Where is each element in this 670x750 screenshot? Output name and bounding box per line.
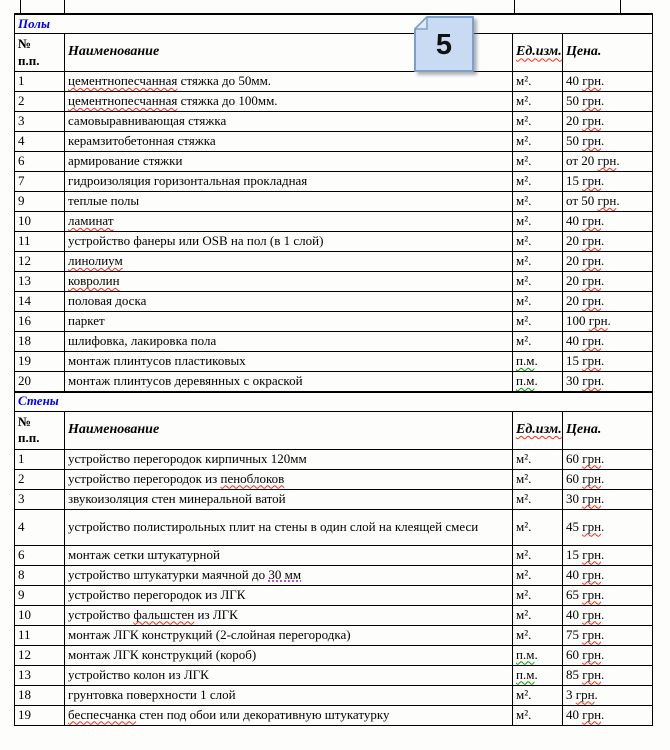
row-price: 75 грн. (563, 625, 653, 645)
row-price: 15 грн. (563, 172, 653, 192)
row-unit: м². (513, 332, 563, 352)
row-price: 15 грн. (563, 352, 653, 372)
table-row (15, 625, 653, 645)
fragment-divider (64, 0, 65, 13)
row-price: 20 грн. (563, 292, 653, 312)
section-title: Полы (15, 14, 653, 34)
row-unit: м². (513, 132, 563, 152)
table-row (15, 132, 653, 152)
row-name: устройство перегородок из ЛГК (65, 585, 513, 605)
row-num: 19 (15, 705, 65, 725)
price-table (14, 13, 653, 726)
row-num: 4 (15, 132, 65, 152)
row-name: устройство полистирольных плит на стены в один слой на клеящей смеси (65, 509, 513, 545)
row-name: ковролин (65, 272, 513, 292)
row-unit: м². (513, 152, 563, 172)
table-row (15, 685, 653, 705)
row-price: 40 грн. (563, 72, 653, 92)
row-num: 9 (15, 192, 65, 212)
row-price: 20 грн. (563, 272, 653, 292)
row-price: от 50 грн. (563, 192, 653, 212)
row-price: 60 грн. (563, 449, 653, 469)
row-name: линолиум (65, 252, 513, 272)
row-price: 20 грн. (563, 252, 653, 272)
row-name: звукоизоляция стен минеральной ватой (65, 489, 513, 509)
section-row (15, 392, 653, 412)
row-unit: м². (513, 685, 563, 705)
row-name: самовыравнивающая стяжка (65, 112, 513, 132)
table-row (15, 665, 653, 685)
row-name: цементнопесчанная стяжка до 50мм. (65, 72, 513, 92)
row-price: 20 грн. (563, 232, 653, 252)
row-name: ламинат (65, 212, 513, 232)
row-unit: м². (513, 605, 563, 625)
row-num: 19 (15, 352, 65, 372)
row-unit: м². (513, 489, 563, 509)
table-row (15, 232, 653, 252)
row-unit: м². (513, 312, 563, 332)
row-price: 45 грн. (563, 509, 653, 545)
table-row (15, 292, 653, 312)
row-num: 12 (15, 252, 65, 272)
row-num: 6 (15, 545, 65, 565)
row-num: 11 (15, 625, 65, 645)
row-price: от 20 грн. (563, 152, 653, 172)
row-num: 11 (15, 232, 65, 252)
row-name: монтаж плинтусов пластиковых (65, 352, 513, 372)
row-price: 40 грн. (563, 332, 653, 352)
section-title: Стены (15, 392, 653, 412)
table-row (15, 605, 653, 625)
row-unit: м². (513, 585, 563, 605)
row-unit: п.м. (513, 372, 563, 392)
row-unit: м². (513, 272, 563, 292)
row-unit: м². (513, 172, 563, 192)
table-row (15, 212, 653, 232)
row-name: устройство фальшстен из ЛГК (65, 605, 513, 625)
row-num: 6 (15, 152, 65, 172)
row-num: 3 (15, 489, 65, 509)
row-num: 4 (15, 509, 65, 545)
row-unit: п.м. (513, 665, 563, 685)
row-name: монтаж плинтусов деревянных с окраской (65, 372, 513, 392)
col-header-price: Цена. (563, 34, 653, 72)
table-row (15, 272, 653, 292)
row-unit: м². (513, 449, 563, 469)
row-num: 16 (15, 312, 65, 332)
table-row (15, 565, 653, 585)
row-unit: п.м. (513, 352, 563, 372)
row-name: устройство штукатурки маячной до 30 мм (65, 565, 513, 585)
row-num: 7 (15, 172, 65, 192)
row-name: устройство колон из ЛГК (65, 665, 513, 685)
row-unit: м². (513, 509, 563, 545)
fragment-divider (620, 0, 621, 13)
row-name: паркет (65, 312, 513, 332)
row-name: устройство фанеры или OSB на пол (в 1 слой) (65, 232, 513, 252)
table-row (15, 332, 653, 352)
row-unit: м². (513, 625, 563, 645)
row-num: 18 (15, 685, 65, 705)
col-header-name: Наименование (65, 411, 513, 449)
fragment-divider (514, 0, 515, 13)
row-unit: м². (513, 469, 563, 489)
col-header-unit: Ед.изм. (513, 34, 563, 72)
table-row (15, 489, 653, 509)
table-row (15, 705, 653, 725)
row-num: 10 (15, 605, 65, 625)
table-row (15, 152, 653, 172)
row-name: монтаж ЛГК конструкций (короб) (65, 645, 513, 665)
row-unit: м². (513, 565, 563, 585)
row-price: 40 грн. (563, 705, 653, 725)
row-num: 14 (15, 292, 65, 312)
row-price: 20 грн. (563, 112, 653, 132)
row-price: 50 грн. (563, 92, 653, 112)
row-num: 10 (15, 212, 65, 232)
row-num: 18 (15, 332, 65, 352)
col-header-unit: Ед.изм. (513, 411, 563, 449)
row-price: 65 грн. (563, 585, 653, 605)
table-row (15, 172, 653, 192)
table-row (15, 252, 653, 272)
table-row (15, 72, 653, 92)
note-number: 5 (435, 28, 453, 61)
row-unit: м². (513, 252, 563, 272)
row-num: 3 (15, 112, 65, 132)
row-name: устройство перегородок из пеноблоков (65, 469, 513, 489)
row-price: 85 грн. (563, 665, 653, 685)
table-row (15, 449, 653, 469)
row-unit: м². (513, 72, 563, 92)
col-header-num: № п.п. (15, 34, 65, 72)
row-price: 15 грн. (563, 545, 653, 565)
row-price: 60 грн. (563, 469, 653, 489)
table-row (15, 92, 653, 112)
row-price: 30 грн. (563, 489, 653, 509)
table-row (15, 352, 653, 372)
sticky-note-callout[interactable] (414, 16, 474, 72)
row-num: 2 (15, 92, 65, 112)
row-name: грунтовка поверхности 1 слой (65, 685, 513, 705)
row-num: 20 (15, 372, 65, 392)
row-unit: п.м. (513, 645, 563, 665)
table-row (15, 645, 653, 665)
row-name: монтаж сетки штукатурной (65, 545, 513, 565)
row-unit: м². (513, 292, 563, 312)
table-row (15, 372, 653, 392)
row-name: половая доска (65, 292, 513, 312)
table-row (15, 192, 653, 212)
col-header-num: № п.п. (15, 411, 65, 449)
table-row (15, 509, 653, 545)
row-num: 13 (15, 272, 65, 292)
row-price: 40 грн. (563, 565, 653, 585)
row-name: монтаж ЛГК конструкций (2-слойная перегородка) (65, 625, 513, 645)
row-name: керамзитобетонная стяжка (65, 132, 513, 152)
row-num: 8 (15, 565, 65, 585)
table-row (15, 312, 653, 332)
row-price: 60 грн. (563, 645, 653, 665)
row-num: 12 (15, 645, 65, 665)
row-name: цементнопесчанная стяжка до 100мм. (65, 92, 513, 112)
row-price: 3 грн. (563, 685, 653, 705)
row-name: устройство перегородок кирпичных 120мм (65, 449, 513, 469)
row-price: 50 грн. (563, 132, 653, 152)
table-row (15, 112, 653, 132)
row-unit: м². (513, 192, 563, 212)
row-num: 13 (15, 665, 65, 685)
section-row (15, 14, 653, 34)
row-unit: м². (513, 232, 563, 252)
row-unit: м². (513, 92, 563, 112)
column-header-row (15, 34, 653, 72)
row-num: 9 (15, 585, 65, 605)
row-name: армирование стяжки (65, 152, 513, 172)
row-num: 1 (15, 72, 65, 92)
row-num: 1 (15, 449, 65, 469)
row-unit: м². (513, 212, 563, 232)
row-num: 2 (15, 469, 65, 489)
row-price: 40 грн. (563, 605, 653, 625)
fragment-divider (20, 0, 21, 13)
table-row (15, 469, 653, 489)
column-header-row (15, 411, 653, 449)
row-unit: м². (513, 705, 563, 725)
row-name: теплые полы (65, 192, 513, 212)
table-row (15, 545, 653, 565)
row-name: гидроизоляция горизонтальная прокладная (65, 172, 513, 192)
row-name: беспесчанка стен под обои или декоративную штукатурку (65, 705, 513, 725)
row-unit: м². (513, 112, 563, 132)
row-price: 100 грн. (563, 312, 653, 332)
table-row (15, 585, 653, 605)
col-header-price: Цена. (563, 411, 653, 449)
row-price: 40 грн. (563, 212, 653, 232)
row-price: 30 грн. (563, 372, 653, 392)
row-name: шлифовка, лакировка пола (65, 332, 513, 352)
col-header-name: Наименование (65, 34, 513, 72)
row-unit: м². (513, 545, 563, 565)
